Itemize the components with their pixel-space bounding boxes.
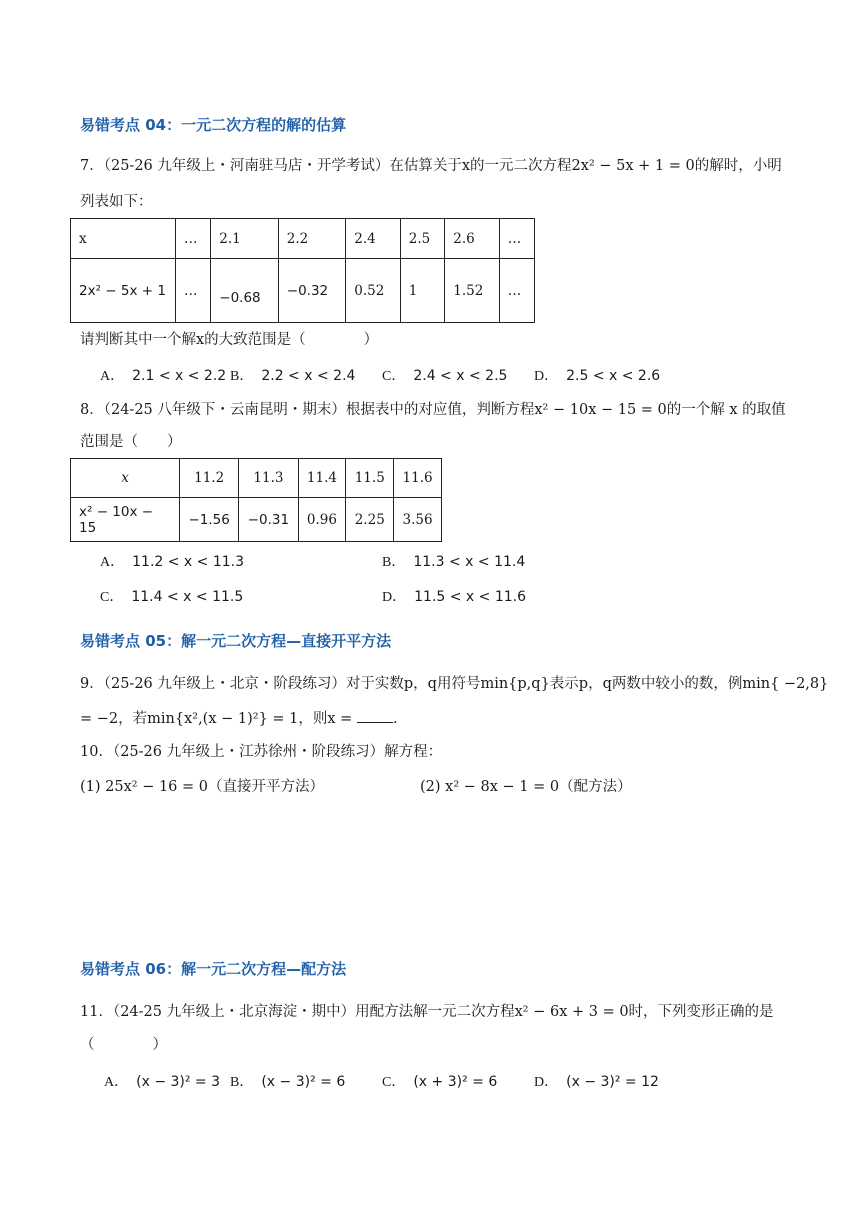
option-label: D． [534, 369, 559, 384]
table-cell: 2.1 [211, 219, 279, 259]
option-label: B． [230, 1075, 254, 1090]
table-cell: −0.31 [239, 498, 298, 542]
option-label: A． [100, 555, 125, 570]
table-cell: 11.3 [239, 459, 298, 498]
question-9-period: . [392, 711, 398, 727]
question-11-option-a[interactable] [104, 1071, 220, 1091]
table-row [71, 219, 535, 259]
question-7-option-b[interactable] [230, 365, 355, 385]
table-cell: 0.96 [298, 498, 346, 542]
option-label: C． [382, 1075, 406, 1090]
table-cell: 11.2 [180, 459, 239, 498]
question-8-line2: 范围是（ ） [80, 434, 182, 450]
table-cell: … [176, 219, 211, 259]
question-11-line1: 11．（24-25 九年级上・北京海淀・期中）用配方法解一元二次方程x² − 6x + 3 = 0时，下列变形正确的是 [80, 1004, 774, 1020]
table-cell: 2.4 [346, 219, 400, 259]
table-cell: 3.56 [394, 498, 442, 542]
question-8-table [70, 458, 442, 542]
section-heading-06: 易错考点 06：解一元二次方程—配方法 [80, 960, 347, 978]
table-cell: 11.6 [394, 459, 442, 498]
table-cell: −0.32 [278, 259, 346, 323]
option-text: 2.1 < x < 2.2 [132, 368, 227, 384]
question-11-option-d[interactable] [534, 1071, 659, 1091]
option-text: 11.4 < x < 11.5 [131, 589, 244, 605]
question-7-table [70, 218, 535, 323]
table-cell: 0.52 [346, 259, 400, 323]
option-text: 11.5 < x < 11.6 [414, 589, 527, 605]
question-9-line1: 9．（25-26 九年级上・北京・阶段练习）对于实数p，q用符号min{p,q}表示p，q两数中较小的数，例min{ −2,8} [80, 676, 829, 692]
option-text: (x + 3)² = 6 [413, 1074, 498, 1090]
section-heading-04: 易错考点 04：一元二次方程的解的估算 [80, 116, 347, 134]
question-7-line1: 7．（25-26 九年级上・河南驻马店・开学考试）在估算关于x的一元二次方程2x² − 5x + 1 = 0的解时，小明 [80, 158, 782, 174]
section-heading-05: 易错考点 05：解一元二次方程—直接开平方法 [80, 632, 392, 650]
table-cell: 2.25 [346, 498, 394, 542]
option-label: A． [100, 369, 125, 384]
question-10-part2: (2) x² − 8x − 1 = 0（配方法） [420, 779, 632, 795]
answer-blank[interactable] [357, 708, 393, 723]
table-cell: 2.6 [445, 219, 499, 259]
option-label: A． [104, 1075, 129, 1090]
question-9-line2 [80, 708, 398, 729]
option-text: (x − 3)² = 3 [136, 1074, 221, 1090]
question-8-option-d[interactable] [382, 586, 526, 606]
table-cell: −1.56 [180, 498, 239, 542]
question-7-prompt: 请判断其中一个解x的大致范围是（ ） [80, 332, 379, 348]
table-cell: … [499, 259, 534, 323]
option-text: (x − 3)² = 6 [261, 1074, 346, 1090]
table-cell: 11.5 [346, 459, 394, 498]
question-8-line1: 8．（24-25 八年级下・云南昆明・期末）根据表中的对应值，判断方程x² − 10x − 15 = 0的一个解 x 的取值 [80, 402, 786, 418]
table-cell: 2x² − 5x + 1 [71, 259, 176, 323]
question-8-option-a[interactable] [100, 551, 244, 571]
option-text: 2.2 < x < 2.4 [261, 368, 356, 384]
option-text: 2.5 < x < 2.6 [566, 368, 661, 384]
question-11-option-c[interactable] [382, 1071, 497, 1091]
option-label: B． [382, 555, 406, 570]
option-label: D． [382, 590, 407, 605]
table-cell: 1 [400, 259, 445, 323]
question-11-line2: （ ） [80, 1037, 167, 1053]
table-row [71, 259, 535, 323]
option-label: D． [534, 1075, 559, 1090]
table-cell: x² − 10x − 15 [71, 498, 180, 542]
option-text: 2.4 < x < 2.5 [413, 368, 508, 384]
table-cell: −0.68 [211, 259, 279, 323]
question-7-option-d[interactable] [534, 365, 660, 385]
question-7-option-c[interactable] [382, 365, 507, 385]
question-11-option-b[interactable] [230, 1071, 345, 1091]
table-cell: 2.5 [400, 219, 445, 259]
option-label: C． [382, 369, 406, 384]
table-cell: 2.2 [278, 219, 346, 259]
question-8-option-c[interactable] [100, 586, 243, 606]
table-cell: x [71, 219, 176, 259]
table-cell: … [176, 259, 211, 323]
question-9-text: = −2，若min{x²,(x − 1)²} = 1，则x = [80, 711, 353, 727]
option-text: 11.3 < x < 11.4 [413, 554, 526, 570]
question-8-option-b[interactable] [382, 551, 525, 571]
table-cell: … [499, 219, 534, 259]
table-cell: 11.4 [298, 459, 346, 498]
option-label: B． [230, 369, 254, 384]
table-cell: x [71, 459, 180, 498]
option-text: 11.2 < x < 11.3 [132, 554, 245, 570]
table-row [71, 498, 442, 542]
question-10-part1: (1) 25x² − 16 = 0（直接开平方法） [80, 779, 324, 795]
question-7-line2: 列表如下： [80, 194, 153, 210]
question-10-line1: 10．（25-26 九年级上・江苏徐州・阶段练习）解方程： [80, 744, 443, 760]
question-7-option-a[interactable] [100, 365, 226, 385]
option-text: (x − 3)² = 12 [566, 1074, 659, 1090]
table-row [71, 459, 442, 498]
table-cell: 1.52 [445, 259, 499, 323]
option-label: C． [100, 590, 124, 605]
